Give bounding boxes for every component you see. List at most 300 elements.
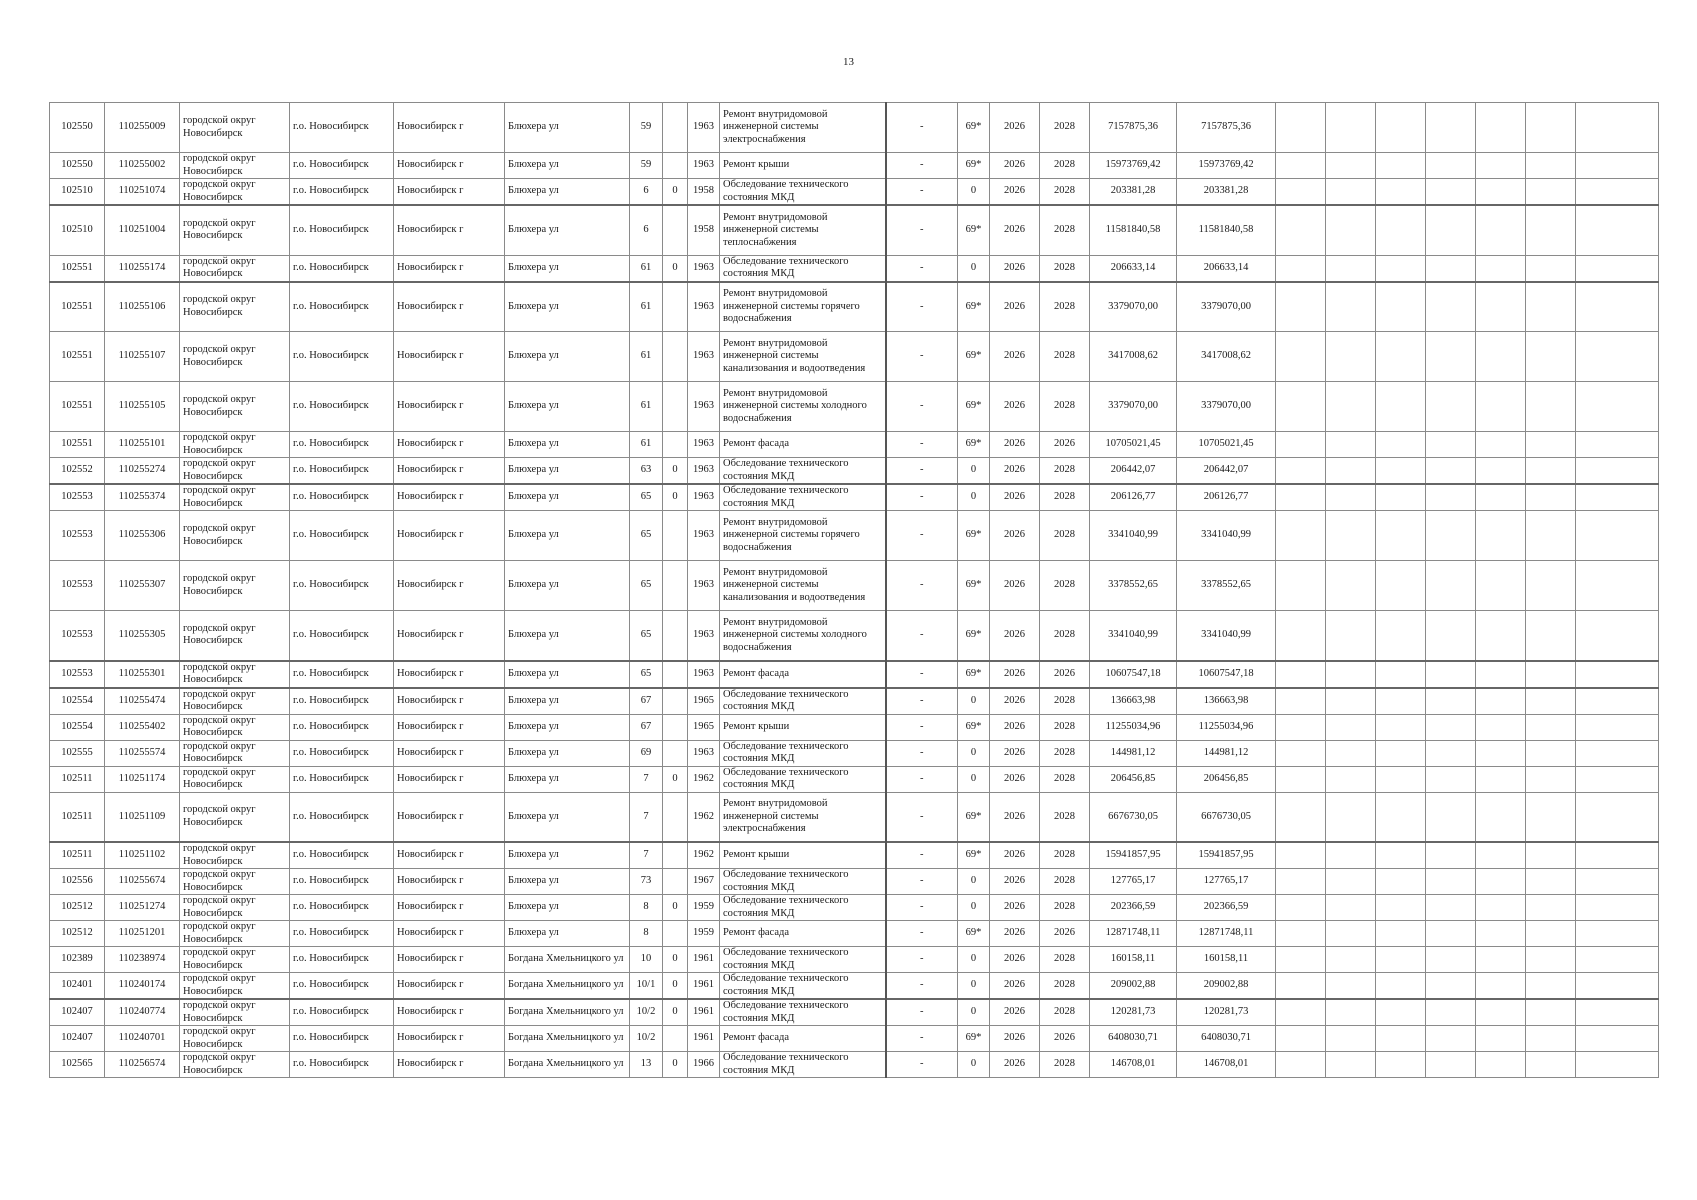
cell-empty: [1576, 511, 1659, 561]
cell-empty: [1476, 661, 1526, 688]
cell-house-number: 61: [630, 382, 663, 432]
cell-build-year: 1966: [688, 1052, 720, 1078]
cell-house-number: 67: [630, 688, 663, 715]
cell-cost: 3378552,65: [1090, 561, 1177, 611]
cell-dash: -: [886, 432, 958, 458]
cell-city: Новосибирск г: [394, 458, 505, 485]
cell-empty: [1526, 921, 1576, 947]
cell-year-to: 2028: [1040, 282, 1090, 332]
cell-empty: [1426, 921, 1476, 947]
cell-object-id: 102552: [50, 458, 105, 485]
cell-empty: [1576, 895, 1659, 921]
cell-street: Богдана Хмельницкого ул: [505, 947, 630, 973]
cell-municipality: городской округ Новосибирск: [180, 511, 290, 561]
cell-flag: [663, 282, 688, 332]
cell-percent: 0: [958, 688, 990, 715]
cell-year-from: 2026: [990, 740, 1040, 766]
cell-year-to: 2026: [1040, 432, 1090, 458]
cell-street: Блюхера ул: [505, 103, 630, 153]
cell-empty: [1426, 255, 1476, 282]
cell-build-year: 1962: [688, 842, 720, 869]
cell-work-code: 110240174: [105, 973, 180, 1000]
cell-total: 120281,73: [1177, 999, 1276, 1026]
cell-district: г.о. Новосибирск: [290, 766, 394, 792]
cell-municipality: городской округ Новосибирск: [180, 282, 290, 332]
cell-empty: [1426, 869, 1476, 895]
cell-empty: [1476, 382, 1526, 432]
cell-work-type: Ремонт внутридомовой инженерной системы теплоснабжения: [720, 205, 886, 255]
cell-percent: 0: [958, 255, 990, 282]
cell-empty: [1276, 842, 1326, 869]
cell-empty: [1526, 766, 1576, 792]
cell-empty: [1326, 179, 1376, 206]
page-number: 13: [843, 56, 854, 68]
cell-district: г.о. Новосибирск: [290, 973, 394, 1000]
cell-total: 3417008,62: [1177, 332, 1276, 382]
cell-empty: [1526, 332, 1576, 382]
cell-work-code: 110255574: [105, 740, 180, 766]
cell-city: Новосибирск г: [394, 205, 505, 255]
cell-district: г.о. Новосибирск: [290, 282, 394, 332]
cell-empty: [1376, 153, 1426, 179]
cell-dash: -: [886, 792, 958, 842]
cell-work-code: 110240701: [105, 1026, 180, 1052]
cell-empty: [1576, 282, 1659, 332]
cell-street: Блюхера ул: [505, 282, 630, 332]
cell-dash: -: [886, 921, 958, 947]
cell-object-id: 102553: [50, 611, 105, 661]
cell-house-number: 69: [630, 740, 663, 766]
cell-empty: [1376, 458, 1426, 485]
cell-work-type: Ремонт крыши: [720, 714, 886, 740]
cell-district: г.о. Новосибирск: [290, 1052, 394, 1078]
cell-build-year: 1967: [688, 869, 720, 895]
cell-dash: -: [886, 740, 958, 766]
cell-street: Блюхера ул: [505, 766, 630, 792]
cell-empty: [1426, 611, 1476, 661]
cell-street: Богдана Хмельницкого ул: [505, 973, 630, 1000]
cell-year-to: 2028: [1040, 895, 1090, 921]
table-row: [50, 103, 1659, 153]
cell-empty: [1576, 842, 1659, 869]
cell-year-from: 2026: [990, 688, 1040, 715]
cell-year-from: 2026: [990, 282, 1040, 332]
table-row: [50, 484, 1659, 511]
cell-empty: [1526, 103, 1576, 153]
cell-year-to: 2028: [1040, 179, 1090, 206]
cell-empty: [1426, 999, 1476, 1026]
cell-street: Блюхера ул: [505, 255, 630, 282]
cell-total: 206456,85: [1177, 766, 1276, 792]
cell-district: г.о. Новосибирск: [290, 255, 394, 282]
cell-house-number: 10: [630, 947, 663, 973]
cell-flag: 0: [663, 484, 688, 511]
cell-house-number: 73: [630, 869, 663, 895]
cell-empty: [1376, 740, 1426, 766]
cell-empty: [1526, 947, 1576, 973]
cell-work-type: Ремонт фасада: [720, 661, 886, 688]
cell-empty: [1426, 458, 1476, 485]
cell-build-year: 1962: [688, 792, 720, 842]
cell-cost: 6408030,71: [1090, 1026, 1177, 1052]
cell-percent: 0: [958, 895, 990, 921]
cell-empty: [1326, 432, 1376, 458]
cell-street: Блюхера ул: [505, 895, 630, 921]
cell-city: Новосибирск г: [394, 332, 505, 382]
cell-municipality: городской округ Новосибирск: [180, 179, 290, 206]
cell-district: г.о. Новосибирск: [290, 179, 394, 206]
cell-build-year: 1963: [688, 103, 720, 153]
cell-empty: [1326, 688, 1376, 715]
cell-total: 12871748,11: [1177, 921, 1276, 947]
cell-city: Новосибирск г: [394, 484, 505, 511]
cell-year-from: 2026: [990, 382, 1040, 432]
cell-empty: [1476, 688, 1526, 715]
cell-year-from: 2026: [990, 103, 1040, 153]
cell-year-to: 2028: [1040, 511, 1090, 561]
cell-district: г.о. Новосибирск: [290, 999, 394, 1026]
cell-city: Новосибирск г: [394, 895, 505, 921]
cell-object-id: 102407: [50, 1026, 105, 1052]
cell-cost: 3379070,00: [1090, 282, 1177, 332]
cell-percent: 69*: [958, 332, 990, 382]
cell-empty: [1526, 255, 1576, 282]
cell-work-code: 110255174: [105, 255, 180, 282]
cell-street: Блюхера ул: [505, 179, 630, 206]
cell-house-number: 7: [630, 792, 663, 842]
cell-work-code: 110255305: [105, 611, 180, 661]
cell-total: 203381,28: [1177, 179, 1276, 206]
cell-build-year: 1963: [688, 611, 720, 661]
cell-district: г.о. Новосибирск: [290, 947, 394, 973]
cell-empty: [1276, 921, 1326, 947]
cell-year-from: 2026: [990, 1026, 1040, 1052]
cell-empty: [1276, 458, 1326, 485]
cell-city: Новосибирск г: [394, 842, 505, 869]
table-row: [50, 205, 1659, 255]
cell-municipality: городской округ Новосибирск: [180, 999, 290, 1026]
cell-empty: [1476, 458, 1526, 485]
cell-district: г.о. Новосибирск: [290, 205, 394, 255]
cell-empty: [1526, 561, 1576, 611]
cell-year-to: 2028: [1040, 611, 1090, 661]
cell-work-type: Обследование технического состояния МКД: [720, 255, 886, 282]
cell-empty: [1476, 973, 1526, 1000]
cell-empty: [1326, 740, 1376, 766]
cell-percent: 0: [958, 973, 990, 1000]
cell-empty: [1526, 869, 1576, 895]
cell-flag: 0: [663, 947, 688, 973]
cell-flag: 0: [663, 255, 688, 282]
cell-year-from: 2026: [990, 947, 1040, 973]
cell-empty: [1376, 1052, 1426, 1078]
cell-work-type: Ремонт внутридомовой инженерной системы холодного водоснабжения: [720, 382, 886, 432]
cell-empty: [1376, 1026, 1426, 1052]
cell-total: 202366,59: [1177, 895, 1276, 921]
cell-empty: [1576, 179, 1659, 206]
cell-city: Новосибирск г: [394, 179, 505, 206]
cell-house-number: 10/2: [630, 1026, 663, 1052]
cell-object-id: 102551: [50, 282, 105, 332]
cell-year-from: 2026: [990, 255, 1040, 282]
cell-empty: [1376, 103, 1426, 153]
cell-dash: -: [886, 179, 958, 206]
cell-district: г.о. Новосибирск: [290, 895, 394, 921]
cell-empty: [1526, 792, 1576, 842]
cell-cost: 206126,77: [1090, 484, 1177, 511]
cell-work-type: Ремонт внутридомовой инженерной системы горячего водоснабжения: [720, 511, 886, 561]
cell-work-type: Ремонт внутридомовой инженерной системы канализования и водоотведения: [720, 332, 886, 382]
cell-year-to: 2028: [1040, 561, 1090, 611]
cell-empty: [1426, 688, 1476, 715]
cell-object-id: 102556: [50, 869, 105, 895]
cell-work-code: 110255107: [105, 332, 180, 382]
cell-empty: [1476, 947, 1526, 973]
cell-year-from: 2026: [990, 561, 1040, 611]
cell-work-code: 110240774: [105, 999, 180, 1026]
cell-empty: [1576, 766, 1659, 792]
cell-empty: [1426, 1026, 1476, 1052]
cell-cost: 160158,11: [1090, 947, 1177, 973]
cell-year-to: 2028: [1040, 484, 1090, 511]
cell-empty: [1326, 205, 1376, 255]
table-row: [50, 688, 1659, 715]
cell-house-number: 65: [630, 511, 663, 561]
cell-year-from: 2026: [990, 432, 1040, 458]
cell-year-from: 2026: [990, 661, 1040, 688]
cell-empty: [1476, 153, 1526, 179]
cell-percent: 69*: [958, 842, 990, 869]
cell-build-year: 1962: [688, 766, 720, 792]
table-row: [50, 179, 1659, 206]
cell-cost: 136663,98: [1090, 688, 1177, 715]
cell-house-number: 63: [630, 458, 663, 485]
cell-flag: [663, 382, 688, 432]
cell-percent: 69*: [958, 205, 990, 255]
cell-empty: [1526, 842, 1576, 869]
cell-empty: [1526, 458, 1576, 485]
cell-dash: -: [886, 332, 958, 382]
cell-flag: 0: [663, 1052, 688, 1078]
cell-flag: [663, 842, 688, 869]
cell-empty: [1326, 842, 1376, 869]
cell-house-number: 13: [630, 1052, 663, 1078]
cell-work-type: Ремонт внутридомовой инженерной системы горячего водоснабжения: [720, 282, 886, 332]
cell-empty: [1476, 766, 1526, 792]
cell-empty: [1426, 842, 1476, 869]
cell-percent: 69*: [958, 511, 990, 561]
cell-dash: -: [886, 382, 958, 432]
cell-empty: [1326, 484, 1376, 511]
cell-work-code: 110251004: [105, 205, 180, 255]
cell-empty: [1426, 511, 1476, 561]
cell-cost: 202366,59: [1090, 895, 1177, 921]
cell-cost: 7157875,36: [1090, 103, 1177, 153]
cell-percent: 69*: [958, 103, 990, 153]
cell-work-type: Ремонт фасада: [720, 1026, 886, 1052]
cell-city: Новосибирск г: [394, 999, 505, 1026]
cell-work-type: Обследование технического состояния МКД: [720, 179, 886, 206]
cell-empty: [1376, 714, 1426, 740]
cell-empty: [1326, 999, 1376, 1026]
cell-empty: [1526, 688, 1576, 715]
cell-build-year: 1963: [688, 432, 720, 458]
cell-build-year: 1963: [688, 255, 720, 282]
cell-empty: [1526, 999, 1576, 1026]
cell-empty: [1376, 561, 1426, 611]
cell-cost: 206633,14: [1090, 255, 1177, 282]
cell-street: Блюхера ул: [505, 714, 630, 740]
cell-district: г.о. Новосибирск: [290, 382, 394, 432]
table-row: [50, 561, 1659, 611]
cell-municipality: городской округ Новосибирск: [180, 382, 290, 432]
cell-empty: [1376, 895, 1426, 921]
cell-object-id: 102554: [50, 688, 105, 715]
cell-empty: [1376, 947, 1426, 973]
cell-empty: [1526, 282, 1576, 332]
cell-street: Блюхера ул: [505, 561, 630, 611]
cell-municipality: городской округ Новосибирск: [180, 661, 290, 688]
cell-work-code: 110255402: [105, 714, 180, 740]
cell-total: 146708,01: [1177, 1052, 1276, 1078]
cell-total: 3379070,00: [1177, 382, 1276, 432]
cell-house-number: 10/1: [630, 973, 663, 1000]
cell-year-from: 2026: [990, 714, 1040, 740]
cell-empty: [1376, 766, 1426, 792]
cell-house-number: 65: [630, 484, 663, 511]
cell-house-number: 61: [630, 432, 663, 458]
cell-year-from: 2026: [990, 458, 1040, 485]
cell-empty: [1276, 432, 1326, 458]
table-row: [50, 792, 1659, 842]
cell-empty: [1426, 103, 1476, 153]
cell-year-to: 2028: [1040, 973, 1090, 1000]
cell-object-id: 102550: [50, 103, 105, 153]
cell-empty: [1476, 1026, 1526, 1052]
cell-dash: -: [886, 999, 958, 1026]
cell-object-id: 102551: [50, 432, 105, 458]
cell-empty: [1326, 792, 1376, 842]
cell-empty: [1326, 921, 1376, 947]
cell-empty: [1476, 511, 1526, 561]
cell-cost: 120281,73: [1090, 999, 1177, 1026]
cell-city: Новосибирск г: [394, 1026, 505, 1052]
cell-work-type: Ремонт крыши: [720, 842, 886, 869]
cell-year-from: 2026: [990, 973, 1040, 1000]
cell-empty: [1376, 921, 1426, 947]
cell-work-code: 110255374: [105, 484, 180, 511]
cell-municipality: городской округ Новосибирск: [180, 842, 290, 869]
cell-year-to: 2028: [1040, 842, 1090, 869]
cell-flag: 0: [663, 179, 688, 206]
cell-work-type: Обследование технического состояния МКД: [720, 947, 886, 973]
cell-district: г.о. Новосибирск: [290, 792, 394, 842]
cell-municipality: городской округ Новосибирск: [180, 895, 290, 921]
cell-empty: [1476, 740, 1526, 766]
cell-year-to: 2028: [1040, 153, 1090, 179]
cell-cost: 12871748,11: [1090, 921, 1177, 947]
cell-empty: [1576, 432, 1659, 458]
cell-city: Новосибирск г: [394, 511, 505, 561]
cell-street: Богдана Хмельницкого ул: [505, 1026, 630, 1052]
cell-flag: [663, 661, 688, 688]
cell-street: Блюхера ул: [505, 484, 630, 511]
cell-empty: [1576, 103, 1659, 153]
cell-year-from: 2026: [990, 792, 1040, 842]
cell-empty: [1276, 792, 1326, 842]
cell-municipality: городской округ Новосибирск: [180, 714, 290, 740]
cell-flag: [663, 869, 688, 895]
cell-flag: [663, 332, 688, 382]
cell-empty: [1376, 999, 1426, 1026]
cell-work-code: 110256574: [105, 1052, 180, 1078]
cell-empty: [1276, 740, 1326, 766]
cell-municipality: городской округ Новосибирск: [180, 205, 290, 255]
cell-cost: 206456,85: [1090, 766, 1177, 792]
cell-empty: [1576, 792, 1659, 842]
cell-percent: 69*: [958, 282, 990, 332]
cell-percent: 69*: [958, 611, 990, 661]
cell-municipality: городской округ Новосибирск: [180, 973, 290, 1000]
cell-percent: 0: [958, 999, 990, 1026]
cell-percent: 0: [958, 1052, 990, 1078]
cell-empty: [1576, 999, 1659, 1026]
cell-work-type: Обследование технического состояния МКД: [720, 999, 886, 1026]
cell-object-id: 102550: [50, 153, 105, 179]
cell-district: г.о. Новосибирск: [290, 688, 394, 715]
cell-empty: [1326, 895, 1376, 921]
cell-build-year: 1963: [688, 661, 720, 688]
cell-percent: 69*: [958, 921, 990, 947]
cell-empty: [1576, 332, 1659, 382]
cell-flag: [663, 688, 688, 715]
cell-empty: [1326, 947, 1376, 973]
cell-flag: [663, 561, 688, 611]
cell-cost: 206442,07: [1090, 458, 1177, 485]
cell-year-to: 2028: [1040, 255, 1090, 282]
cell-year-from: 2026: [990, 611, 1040, 661]
cell-city: Новосибирск г: [394, 973, 505, 1000]
cell-flag: [663, 611, 688, 661]
cell-empty: [1326, 714, 1376, 740]
cell-total: 3378552,65: [1177, 561, 1276, 611]
cell-municipality: городской округ Новосибирск: [180, 766, 290, 792]
cell-empty: [1476, 895, 1526, 921]
cell-flag: [663, 1026, 688, 1052]
cell-work-type: Обследование технического состояния МКД: [720, 766, 886, 792]
cell-cost: 3341040,99: [1090, 611, 1177, 661]
cell-percent: 69*: [958, 661, 990, 688]
cell-percent: 0: [958, 766, 990, 792]
cell-empty: [1276, 1026, 1326, 1052]
cell-year-from: 2026: [990, 895, 1040, 921]
cell-year-to: 2028: [1040, 740, 1090, 766]
cell-build-year: 1963: [688, 561, 720, 611]
cell-total: 10705021,45: [1177, 432, 1276, 458]
cell-dash: -: [886, 103, 958, 153]
cell-percent: 0: [958, 740, 990, 766]
cell-empty: [1426, 205, 1476, 255]
cell-house-number: 7: [630, 842, 663, 869]
cell-build-year: 1965: [688, 714, 720, 740]
cell-empty: [1326, 611, 1376, 661]
cell-city: Новосибирск г: [394, 1052, 505, 1078]
cell-house-number: 6: [630, 205, 663, 255]
table-row: [50, 332, 1659, 382]
cell-work-type: Обследование технического состояния МКД: [720, 688, 886, 715]
cell-district: г.о. Новосибирск: [290, 740, 394, 766]
cell-city: Новосибирск г: [394, 921, 505, 947]
